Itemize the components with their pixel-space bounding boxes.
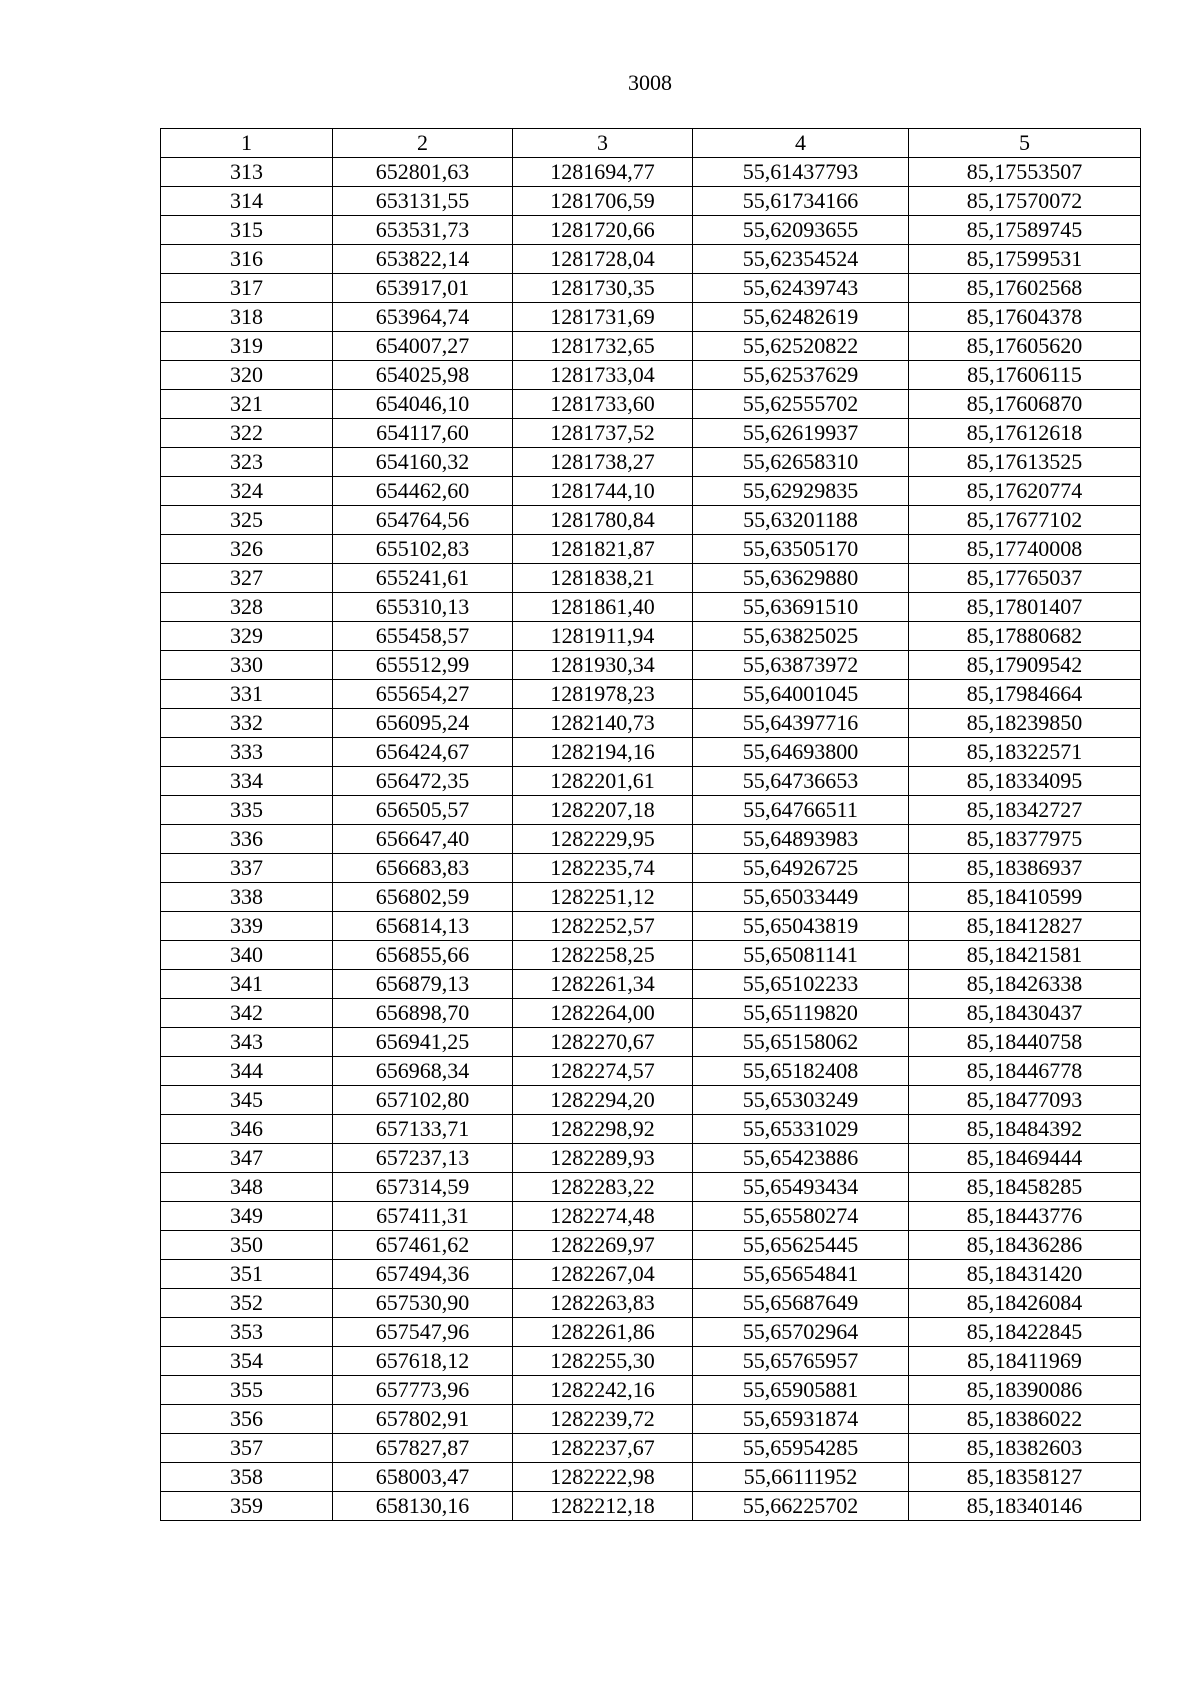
- table-cell: 657494,36: [333, 1260, 513, 1289]
- column-header-4: 4: [693, 129, 909, 158]
- table-cell: 339: [161, 912, 333, 941]
- table-cell: 327: [161, 564, 333, 593]
- table-cell: 55,65954285: [693, 1434, 909, 1463]
- table-cell: 55,62482619: [693, 303, 909, 332]
- table-cell: 654046,10: [333, 390, 513, 419]
- table-cell: 654764,56: [333, 506, 513, 535]
- table-row: [161, 1202, 1141, 1231]
- table-cell: 85,17570072: [909, 187, 1141, 216]
- table-cell: 656505,57: [333, 796, 513, 825]
- table-cell: 656855,66: [333, 941, 513, 970]
- table-cell: 656683,83: [333, 854, 513, 883]
- table-cell: 85,18426338: [909, 970, 1141, 999]
- table-cell: 85,17801407: [909, 593, 1141, 622]
- table-cell: 316: [161, 245, 333, 274]
- table-cell: 655241,61: [333, 564, 513, 593]
- table-cell: 55,62439743: [693, 274, 909, 303]
- table-cell: 352: [161, 1289, 333, 1318]
- table-cell: 335: [161, 796, 333, 825]
- table-row: [161, 564, 1141, 593]
- table-row: [161, 1231, 1141, 1260]
- table-cell: 55,64926725: [693, 854, 909, 883]
- table-cell: 1281728,04: [513, 245, 693, 274]
- table-cell: 85,17602568: [909, 274, 1141, 303]
- table-cell: 85,17677102: [909, 506, 1141, 535]
- table-cell: 1281821,87: [513, 535, 693, 564]
- table-cell: 328: [161, 593, 333, 622]
- table-cell: 85,17765037: [909, 564, 1141, 593]
- table-cell: 653917,01: [333, 274, 513, 303]
- table-cell: 351: [161, 1260, 333, 1289]
- table-cell: 85,18446778: [909, 1057, 1141, 1086]
- table-cell: 1282222,98: [513, 1463, 693, 1492]
- table-cell: 55,64693800: [693, 738, 909, 767]
- table-cell: 657618,12: [333, 1347, 513, 1376]
- table-cell: 85,18458285: [909, 1173, 1141, 1202]
- table-cell: 656968,34: [333, 1057, 513, 1086]
- table-cell: 85,17605620: [909, 332, 1141, 361]
- table-cell: 85,18484392: [909, 1115, 1141, 1144]
- table-cell: 85,17589745: [909, 216, 1141, 245]
- table-cell: 55,63825025: [693, 622, 909, 651]
- table-row: [161, 651, 1141, 680]
- table-cell: 344: [161, 1057, 333, 1086]
- table-cell: 1282140,73: [513, 709, 693, 738]
- table-cell: 326: [161, 535, 333, 564]
- table-cell: 1282239,72: [513, 1405, 693, 1434]
- table-cell: 1281720,66: [513, 216, 693, 245]
- table-cell: 1281744,10: [513, 477, 693, 506]
- table-cell: 55,63505170: [693, 535, 909, 564]
- table-cell: 1282237,67: [513, 1434, 693, 1463]
- table-cell: 656814,13: [333, 912, 513, 941]
- table-cell: 354: [161, 1347, 333, 1376]
- table-cell: 1281733,60: [513, 390, 693, 419]
- table-row: [161, 912, 1141, 941]
- table-cell: 55,62555702: [693, 390, 909, 419]
- table-cell: 55,62354524: [693, 245, 909, 274]
- table-cell: 314: [161, 187, 333, 216]
- table-cell: 85,18334095: [909, 767, 1141, 796]
- table-header-row: [161, 129, 1141, 158]
- table-cell: 55,63691510: [693, 593, 909, 622]
- table-cell: 85,18386022: [909, 1405, 1141, 1434]
- table-cell: 85,18421581: [909, 941, 1141, 970]
- table-row: [161, 1492, 1141, 1521]
- table-cell: 55,63201188: [693, 506, 909, 535]
- table-cell: 55,62619937: [693, 419, 909, 448]
- table-cell: 55,65580274: [693, 1202, 909, 1231]
- table-cell: 657237,13: [333, 1144, 513, 1173]
- table-cell: 1281706,59: [513, 187, 693, 216]
- table-cell: 1281730,35: [513, 274, 693, 303]
- table-row: [161, 825, 1141, 854]
- table-cell: 658003,47: [333, 1463, 513, 1492]
- table-cell: 1281694,77: [513, 158, 693, 187]
- table-cell: 1281838,21: [513, 564, 693, 593]
- table-cell: 55,64736653: [693, 767, 909, 796]
- table-cell: 85,17599531: [909, 245, 1141, 274]
- table-cell: 55,65182408: [693, 1057, 909, 1086]
- table-cell: 85,18322571: [909, 738, 1141, 767]
- table-cell: 323: [161, 448, 333, 477]
- table-cell: 332: [161, 709, 333, 738]
- table-cell: 347: [161, 1144, 333, 1173]
- table-cell: 331: [161, 680, 333, 709]
- table-row: [161, 622, 1141, 651]
- table-row: [161, 1057, 1141, 1086]
- table-cell: 315: [161, 216, 333, 245]
- table-cell: 320: [161, 361, 333, 390]
- table-cell: 656095,24: [333, 709, 513, 738]
- table-row: [161, 680, 1141, 709]
- table-cell: 657411,31: [333, 1202, 513, 1231]
- table-cell: 357: [161, 1434, 333, 1463]
- table-cell: 1282207,18: [513, 796, 693, 825]
- table-cell: 55,62658310: [693, 448, 909, 477]
- table-row: [161, 883, 1141, 912]
- table-cell: 85,18239850: [909, 709, 1141, 738]
- table-cell: 348: [161, 1173, 333, 1202]
- table-cell: 358: [161, 1463, 333, 1492]
- table-cell: 55,64397716: [693, 709, 909, 738]
- table-cell: 85,17909542: [909, 651, 1141, 680]
- table-cell: 55,65119820: [693, 999, 909, 1028]
- table-cell: 653531,73: [333, 216, 513, 245]
- table-cell: 85,17984664: [909, 680, 1141, 709]
- table-cell: 656472,35: [333, 767, 513, 796]
- table-cell: 1282212,18: [513, 1492, 693, 1521]
- table-cell: 321: [161, 390, 333, 419]
- column-header-2: 2: [333, 129, 513, 158]
- table-cell: 324: [161, 477, 333, 506]
- table-cell: 1282251,12: [513, 883, 693, 912]
- table-cell: 1282274,57: [513, 1057, 693, 1086]
- table-cell: 1281978,23: [513, 680, 693, 709]
- table-row: [161, 187, 1141, 216]
- table-cell: 653822,14: [333, 245, 513, 274]
- table-cell: 1282194,16: [513, 738, 693, 767]
- table-row: [161, 303, 1141, 332]
- table-cell: 658130,16: [333, 1492, 513, 1521]
- table-cell: 657133,71: [333, 1115, 513, 1144]
- table-cell: 85,17553507: [909, 158, 1141, 187]
- table-row: [161, 767, 1141, 796]
- table-cell: 338: [161, 883, 333, 912]
- table-cell: 330: [161, 651, 333, 680]
- table-cell: 55,63629880: [693, 564, 909, 593]
- table-row: [161, 390, 1141, 419]
- table-cell: 85,18430437: [909, 999, 1141, 1028]
- table-cell: 1281738,27: [513, 448, 693, 477]
- table-cell: 1282242,16: [513, 1376, 693, 1405]
- table-row: [161, 419, 1141, 448]
- table-cell: 85,18390086: [909, 1376, 1141, 1405]
- table-cell: 1282235,74: [513, 854, 693, 883]
- table-row: [161, 854, 1141, 883]
- table-cell: 85,18440758: [909, 1028, 1141, 1057]
- table-cell: 1282255,30: [513, 1347, 693, 1376]
- table-cell: 653964,74: [333, 303, 513, 332]
- table-cell: 313: [161, 158, 333, 187]
- table-row: [161, 738, 1141, 767]
- table-cell: 654160,32: [333, 448, 513, 477]
- page-number: 3008: [628, 70, 672, 95]
- table-row: [161, 274, 1141, 303]
- table-cell: 55,65331029: [693, 1115, 909, 1144]
- table-cell: 55,64001045: [693, 680, 909, 709]
- table-cell: 55,62520822: [693, 332, 909, 361]
- table-cell: 656424,67: [333, 738, 513, 767]
- table-cell: 55,65765957: [693, 1347, 909, 1376]
- table-cell: 1282274,48: [513, 1202, 693, 1231]
- table-cell: 1282283,22: [513, 1173, 693, 1202]
- table-cell: 85,18340146: [909, 1492, 1141, 1521]
- table-cell: 355: [161, 1376, 333, 1405]
- table-cell: 55,65702964: [693, 1318, 909, 1347]
- table-cell: 85,18386937: [909, 854, 1141, 883]
- table-row: [161, 1463, 1141, 1492]
- table-row: [161, 941, 1141, 970]
- table-cell: 654462,60: [333, 477, 513, 506]
- column-header-1: 1: [161, 129, 333, 158]
- table-cell: 55,65493434: [693, 1173, 909, 1202]
- table-cell: 55,62537629: [693, 361, 909, 390]
- table-cell: 657530,90: [333, 1289, 513, 1318]
- table-cell: 653131,55: [333, 187, 513, 216]
- table-cell: 85,18411969: [909, 1347, 1141, 1376]
- table-cell: 656898,70: [333, 999, 513, 1028]
- column-header-3: 3: [513, 129, 693, 158]
- table-cell: 55,65423886: [693, 1144, 909, 1173]
- table-cell: 657547,96: [333, 1318, 513, 1347]
- table-cell: 317: [161, 274, 333, 303]
- table-row: [161, 448, 1141, 477]
- table-cell: 85,18358127: [909, 1463, 1141, 1492]
- table-cell: 322: [161, 419, 333, 448]
- table-cell: 55,65654841: [693, 1260, 909, 1289]
- table-cell: 353: [161, 1318, 333, 1347]
- table-row: [161, 535, 1141, 564]
- table-cell: 1281733,04: [513, 361, 693, 390]
- table-row: [161, 477, 1141, 506]
- table-cell: 1282263,83: [513, 1289, 693, 1318]
- table-cell: 318: [161, 303, 333, 332]
- table-cell: 343: [161, 1028, 333, 1057]
- table-cell: 319: [161, 332, 333, 361]
- table-cell: 656879,13: [333, 970, 513, 999]
- table-cell: 350: [161, 1231, 333, 1260]
- table-cell: 55,65905881: [693, 1376, 909, 1405]
- table-body: [161, 158, 1141, 1521]
- table-cell: 656802,59: [333, 883, 513, 912]
- table-cell: 1281861,40: [513, 593, 693, 622]
- table-row: [161, 1434, 1141, 1463]
- table-cell: 55,66225702: [693, 1492, 909, 1521]
- table-cell: 1282269,97: [513, 1231, 693, 1260]
- table-cell: 85,17613525: [909, 448, 1141, 477]
- table-cell: 1282252,57: [513, 912, 693, 941]
- table-cell: 1282258,25: [513, 941, 693, 970]
- table-cell: 55,65033449: [693, 883, 909, 912]
- table-cell: 85,17740008: [909, 535, 1141, 564]
- table-cell: 1281732,65: [513, 332, 693, 361]
- table-cell: 334: [161, 767, 333, 796]
- table-cell: 85,18342727: [909, 796, 1141, 825]
- table-cell: 337: [161, 854, 333, 883]
- table-cell: 356: [161, 1405, 333, 1434]
- table-cell: 55,62929835: [693, 477, 909, 506]
- table-row: [161, 1318, 1141, 1347]
- table-cell: 657827,87: [333, 1434, 513, 1463]
- table-row: [161, 332, 1141, 361]
- table-cell: 657802,91: [333, 1405, 513, 1434]
- table-cell: 85,18422845: [909, 1318, 1141, 1347]
- table-row: [161, 593, 1141, 622]
- table-cell: 85,18410599: [909, 883, 1141, 912]
- table-row: [161, 1289, 1141, 1318]
- column-header-5: 5: [909, 129, 1141, 158]
- table-row: [161, 999, 1141, 1028]
- table-cell: 1282229,95: [513, 825, 693, 854]
- table-cell: 55,65625445: [693, 1231, 909, 1260]
- table-row: [161, 1086, 1141, 1115]
- table-cell: 55,63873972: [693, 651, 909, 680]
- table-cell: 656941,25: [333, 1028, 513, 1057]
- table-cell: 657773,96: [333, 1376, 513, 1405]
- table-cell: 1282267,04: [513, 1260, 693, 1289]
- table-cell: 85,18431420: [909, 1260, 1141, 1289]
- table-cell: 1282201,61: [513, 767, 693, 796]
- table-cell: 655310,13: [333, 593, 513, 622]
- table-cell: 341: [161, 970, 333, 999]
- table-cell: 1282261,34: [513, 970, 693, 999]
- table-row: [161, 796, 1141, 825]
- table-cell: 1282261,86: [513, 1318, 693, 1347]
- table-cell: 333: [161, 738, 333, 767]
- table-cell: 657461,62: [333, 1231, 513, 1260]
- table-cell: 1282264,00: [513, 999, 693, 1028]
- table-cell: 55,65687649: [693, 1289, 909, 1318]
- table-cell: 55,65158062: [693, 1028, 909, 1057]
- table-cell: 1281911,94: [513, 622, 693, 651]
- table-row: [161, 1260, 1141, 1289]
- table-cell: 1281930,34: [513, 651, 693, 680]
- table-row: [161, 1173, 1141, 1202]
- table-cell: 55,66111952: [693, 1463, 909, 1492]
- table-cell: 654117,60: [333, 419, 513, 448]
- table-cell: 652801,63: [333, 158, 513, 187]
- table-cell: 346: [161, 1115, 333, 1144]
- table-cell: 55,61437793: [693, 158, 909, 187]
- table-cell: 1282270,67: [513, 1028, 693, 1057]
- table-cell: 55,64893983: [693, 825, 909, 854]
- table-row: [161, 1028, 1141, 1057]
- table-row: [161, 506, 1141, 535]
- table-cell: 349: [161, 1202, 333, 1231]
- table-cell: 359: [161, 1492, 333, 1521]
- table-cell: 655512,99: [333, 651, 513, 680]
- table-row: [161, 158, 1141, 187]
- table-cell: 55,65043819: [693, 912, 909, 941]
- table-cell: 85,18426084: [909, 1289, 1141, 1318]
- table-row: [161, 1115, 1141, 1144]
- table-cell: 336: [161, 825, 333, 854]
- table-cell: 342: [161, 999, 333, 1028]
- table-cell: 655458,57: [333, 622, 513, 651]
- table-cell: 85,17612618: [909, 419, 1141, 448]
- coordinates-table: [160, 128, 1141, 1521]
- table-row: [161, 1347, 1141, 1376]
- table-cell: 85,18436286: [909, 1231, 1141, 1260]
- table-cell: 654007,27: [333, 332, 513, 361]
- table-row: [161, 361, 1141, 390]
- table-row: [161, 709, 1141, 738]
- table-cell: 1282289,93: [513, 1144, 693, 1173]
- table-cell: 55,65303249: [693, 1086, 909, 1115]
- table-row: [161, 1144, 1141, 1173]
- table-cell: 654025,98: [333, 361, 513, 390]
- table-cell: 85,18412827: [909, 912, 1141, 941]
- table-cell: 1282294,20: [513, 1086, 693, 1115]
- table-cell: 329: [161, 622, 333, 651]
- table-cell: 85,17620774: [909, 477, 1141, 506]
- table-cell: 1281737,52: [513, 419, 693, 448]
- table-cell: 657102,80: [333, 1086, 513, 1115]
- table-cell: 1282298,92: [513, 1115, 693, 1144]
- table-row: [161, 1405, 1141, 1434]
- table-row: [161, 1376, 1141, 1405]
- table-cell: 340: [161, 941, 333, 970]
- table-row: [161, 970, 1141, 999]
- table-cell: 55,61734166: [693, 187, 909, 216]
- table-cell: 55,65081141: [693, 941, 909, 970]
- table-cell: 1281780,84: [513, 506, 693, 535]
- table-cell: 655654,27: [333, 680, 513, 709]
- table-cell: 55,65931874: [693, 1405, 909, 1434]
- table-cell: 85,17606115: [909, 361, 1141, 390]
- table-cell: 55,65102233: [693, 970, 909, 999]
- table-cell: 55,62093655: [693, 216, 909, 245]
- table-cell: 1281731,69: [513, 303, 693, 332]
- table-cell: 85,18443776: [909, 1202, 1141, 1231]
- table-cell: 85,17606870: [909, 390, 1141, 419]
- table-cell: 85,18377975: [909, 825, 1141, 854]
- table-cell: 85,18477093: [909, 1086, 1141, 1115]
- table-cell: 657314,59: [333, 1173, 513, 1202]
- table-cell: 345: [161, 1086, 333, 1115]
- table-cell: 655102,83: [333, 535, 513, 564]
- table-cell: 85,17604378: [909, 303, 1141, 332]
- table-cell: 656647,40: [333, 825, 513, 854]
- table-cell: 55,64766511: [693, 796, 909, 825]
- table-row: [161, 216, 1141, 245]
- table-row: [161, 245, 1141, 274]
- table-cell: 85,17880682: [909, 622, 1141, 651]
- table-cell: 325: [161, 506, 333, 535]
- table-cell: 85,18382603: [909, 1434, 1141, 1463]
- table-cell: 85,18469444: [909, 1144, 1141, 1173]
